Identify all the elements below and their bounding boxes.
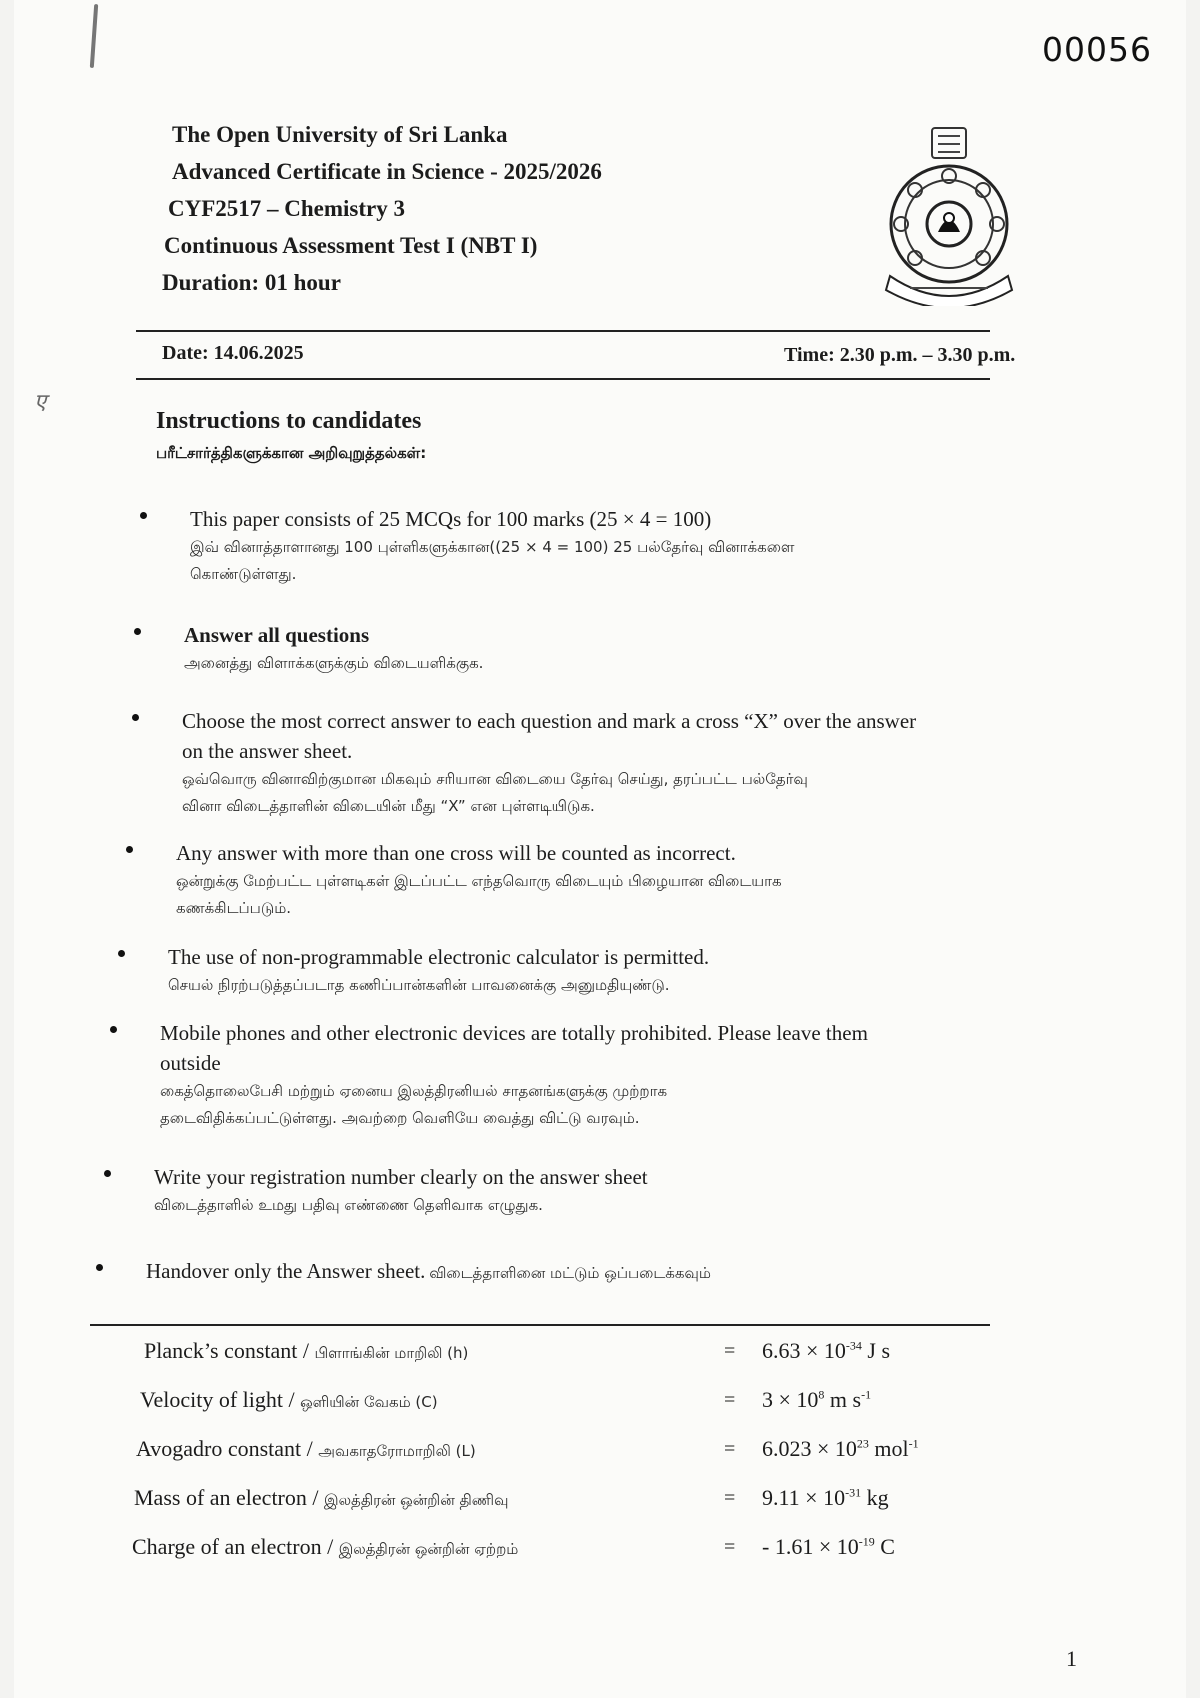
instruction-tamil: வினா விடைத்தாளின் விடையின் மீது “X” என புள்ளடியிடுக.: [182, 797, 595, 815]
constant-name: Avogadro constant / அவகாதரோமாறிலி (L): [136, 1436, 476, 1461]
instruction-item: [168, 942, 709, 999]
constant-row: [134, 1534, 1034, 1583]
instruction-english: Choose the most correct answer to each question and mark a cross “X” over the answer: [182, 709, 917, 733]
header-rule-bottom: [136, 378, 990, 380]
constants-rule: [90, 1324, 990, 1326]
constant-row: [134, 1387, 1034, 1436]
instruction-item: [160, 1018, 868, 1132]
instruction-tamil: ஒன்றுக்கு மேற்பட்ட புள்ளடிகள் இடப்பட்ட எந்தவொரு விடையும் பிழையான விடையாக: [176, 872, 782, 890]
margin-handwriting: ए: [34, 390, 47, 415]
bullet-icon: [110, 1026, 117, 1033]
bullet-icon: [104, 1170, 111, 1177]
equals-sign: =: [724, 1389, 736, 1411]
instruction-tamil: கொண்டுள்ளது.: [190, 565, 297, 583]
header-rule-top: [136, 330, 990, 332]
instruction-english: on the answer sheet.: [182, 739, 353, 763]
constant-row: [134, 1485, 1034, 1534]
instruction-tamil: விடைத்தாளில் உமது பதிவு எண்ணை தெளிவாக எழுதுக.: [154, 1196, 543, 1214]
instruction-english: Mobile phones and other electronic devices are totally prohibited. Please leave them: [160, 1021, 868, 1045]
exam-time: Time: 2.30 p.m. – 3.30 p.m.: [784, 344, 1016, 366]
instruction-item: [176, 838, 782, 922]
instruction-english: Handover only the Answer sheet.: [146, 1259, 426, 1283]
bullet-icon: [126, 846, 133, 853]
equals-sign: =: [724, 1487, 736, 1509]
instruction-english: Answer all questions: [184, 623, 370, 647]
bullet-icon: [134, 628, 141, 635]
bullet-icon: [118, 950, 125, 957]
constant-value: $9.11 \times 10^{-31}$ kg: [762, 1485, 889, 1510]
constant-name: Planck’s constant / பிளாங்கின் மாறிலி (h): [144, 1338, 469, 1363]
instruction-tamil: விடைத்தாளினை மட்டும் ஒப்படைக்கவும்: [429, 1264, 711, 1282]
constant-row: [134, 1338, 1034, 1387]
bullet-icon: [132, 714, 139, 721]
instruction-item: [154, 1162, 648, 1219]
exam-date: Date: 14.06.2025: [162, 342, 304, 364]
exam-page: [14, 0, 1186, 1698]
page-number: 1: [1066, 1646, 1077, 1671]
instruction-tamil: தடைவிதிக்கப்பட்டுள்ளது. அவற்றை வெளியே வைத்து விட்டு வரவும்.: [160, 1109, 640, 1127]
constant-name: Velocity of light / ஒளியின் வேகம் (C): [140, 1387, 438, 1412]
university-name: The Open University of Sri Lanka: [172, 122, 508, 147]
course-code: CYF2517 – Chemistry 3: [168, 196, 405, 221]
bullet-icon: [140, 512, 147, 519]
equals-sign: =: [724, 1438, 736, 1460]
exam-header: [162, 122, 602, 296]
constants-table: [134, 1338, 1034, 1583]
instruction-item: [190, 504, 794, 588]
pen-mark: [90, 4, 98, 68]
instruction-tamil: இவ் வினாத்தாளானது 100 புள்ளிகளுக்கான((25 × 4 = 100) 25 பல்தேர்வு வினாக்களை: [190, 538, 795, 556]
test-duration: Duration: 01 hour: [162, 270, 341, 295]
instructions-title: Instructions to candidates: [156, 408, 422, 434]
constant-value: $6.63 \times 10^{-34}$ J s: [762, 1338, 891, 1363]
instruction-item: [146, 1256, 711, 1287]
programme-name: Advanced Certificate in Science - 2025/2026: [172, 159, 602, 184]
instruction-tamil: ஒவ்வொரு வினாவிற்குமான மிகவும் சரியான விடையை தேர்வு செய்து, தரப்பட்ட பல்தேர்வு: [182, 770, 808, 788]
instruction-english: The use of non-programmable electronic calculator is permitted.: [168, 945, 710, 969]
instruction-tamil: அனைத்து விளாக்களுக்கும் விடையளிக்குக.: [184, 654, 484, 672]
instruction-tamil: கைத்தொலைபேசி மற்றும் ஏனைய இலத்திரனியல் சாதனங்களுக்கு முற்றாக: [160, 1082, 668, 1100]
instruction-english: Any answer with more than one cross will be counted as incorrect.: [176, 841, 736, 865]
constant-name: Charge of an electron / இலத்திரன் ஒன்றின் ஏற்றம்: [132, 1534, 519, 1559]
instruction-tamil: செயல் நிரற்படுத்தப்படாத கணிப்பான்களின் பாவனைக்கு அனுமதியுண்டு.: [168, 976, 670, 994]
instruction-english: Write your registration number clearly on the answer sheet: [154, 1165, 648, 1189]
serial-number: 00056: [1042, 30, 1152, 69]
constant-row: [134, 1436, 1034, 1485]
test-name: Continuous Assessment Test I (NBT I): [164, 233, 538, 258]
constant-value: $6.023 \times 10^{23}$ mol$^{-1}$: [762, 1436, 919, 1461]
constant-name: Mass of an electron / இலத்திரன் ஒன்றின் திணிவு: [134, 1485, 509, 1510]
constant-value: $3 \times 10^8$ m $s^{-1}$: [762, 1387, 872, 1412]
constant-value: - $1.61 \times 10^{-19}$ C: [762, 1534, 895, 1559]
instruction-item: [184, 620, 483, 677]
instruction-english: This paper consists of 25 MCQs for 100 marks (25 × 4 = 100): [190, 507, 712, 531]
equals-sign: =: [724, 1536, 736, 1558]
instruction-english: outside: [160, 1051, 221, 1075]
instruction-item: [182, 706, 916, 820]
instruction-tamil: கணக்கிடப்படும்.: [176, 899, 292, 917]
equals-sign: =: [724, 1340, 736, 1362]
university-logo-icon: [880, 126, 1018, 306]
bullet-icon: [96, 1264, 103, 1271]
instructions-title-tamil: பரீட்சார்த்திகளுக்கான அறிவுறுத்தல்கள்:: [156, 444, 427, 462]
